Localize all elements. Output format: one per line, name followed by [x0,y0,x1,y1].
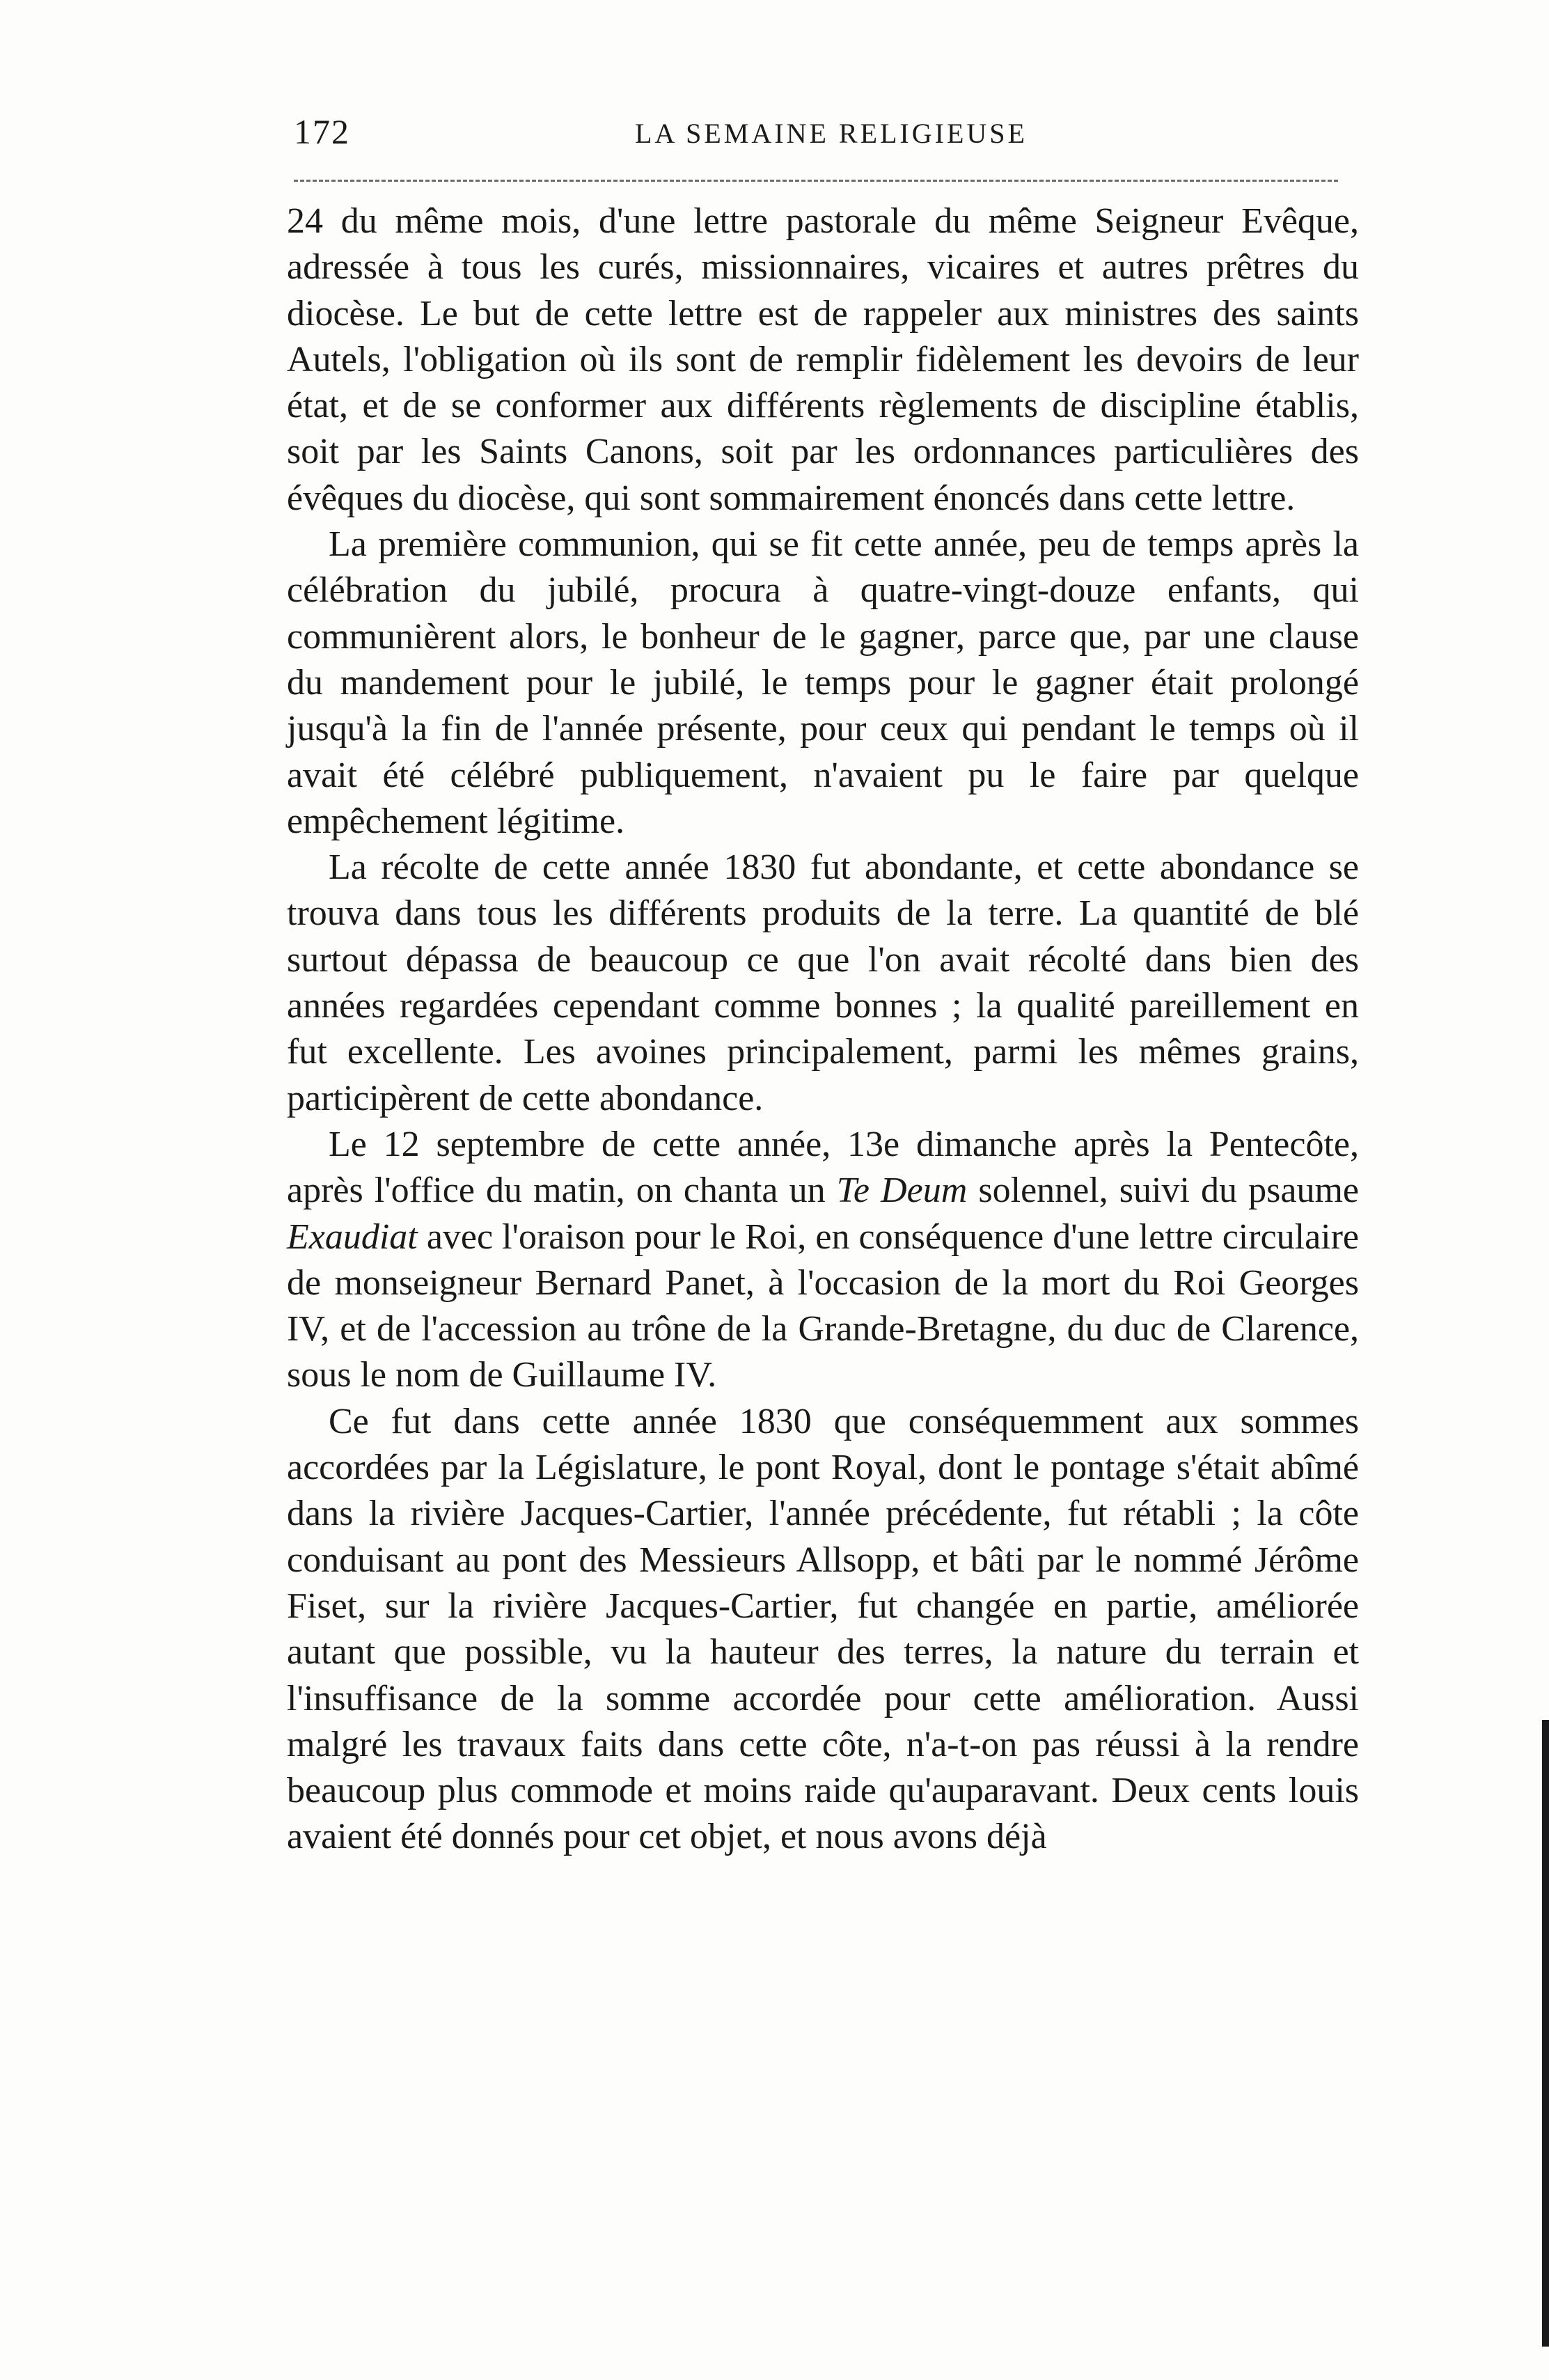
exaudiat-italic: Exaudiat [287,1216,418,1257]
paragraph-3: La récolte de cette année 1830 fut abondante, et cette abondance se trouva dans tous les différents produits de la terre. La quantité de blé surtout dépassa de beaucoup ce que l'on avait récolté dans bien des années regardées cependant comme bonnes ; la qualité pareillement en fut excellente. Les avoines principalement, parmi les mêmes grains, participèrent de cette abondance. [287,847,1359,1118]
header-rule [294,180,1338,182]
paragraph-4 [287,1122,1359,1399]
paragraph-5: Ce fut dans cette année 1830 que conséquemment aux sommes accordées par la Législature, le pont Royal, dont le pontage s'était abîmé dans la rivière Jacques-Cartier, l'année précédente, fut rétabli ; la côte conduisant au pont des Messieurs Allsopp, et bâti par le nommé Jérôme Fiset, sur la rivière Jacques-Cartier, fut changée en partie, améliorée autant que possible, vu la hauteur des terres, la nature du terrain et l'insuffisance de la somme accordée pour cette amélioration. Aussi malgré les travaux faits dans cette côte, n'a-t-on pas réussi à la rendre beaucoup plus commode et moins raide qu'auparavant. Deux cents louis avaient été donnés pour cet objet, et nous avons déjà [287,1401,1359,1857]
paragraph-4-part-2: solennel, suivi du psaume [967,1171,1359,1211]
te-deum-italic: Te Deum [836,1171,968,1211]
paragraph-4-part-1: Le 12 septembre de cette année, 13e dimanche après la Pentecôte, après l'office du matin, on chanta un [287,1124,1359,1211]
running-head [294,111,1338,160]
page-number: 172 [294,112,350,151]
paragraph-4-part-3: avec l'oraison pour le Roi, en conséquence d'une lettre circulaire de monseigneur Bernard Panet, à l'occasion de la mort du Roi Georges IV, et de l'accession au trône de la Grande-Bretagne, du duc de Clarence, sous le nom de Guillaume IV. [287,1216,1359,1395]
binding-edge-shadow [1542,1720,1549,2347]
paragraph-2: La première communion, qui se fit cette année, peu de temps après la célébration du jubilé, procura à quatre-vingt-douze enfants, qui communièrent alors, le bonheur de le gagner, parce que, par une clause du mandement pour le jubilé, le temps pour le gagner était prolongé jusqu'à la fin de l'année présente, pour ceux qui pendant le temps où il avait été célébré publiquement, n'avaient pu le faire par quelque empêchement légitime. [287,524,1359,841]
running-title: LA SEMAINE RELIGIEUSE [635,118,1028,149]
paragraph-1: 24 du même mois, d'une lettre pastorale du même Seigneur Evêque, adressée à tous les curés, missionnaires, vicaires et autres prêtres du diocèse. Le but de cette lettre est de rappeler aux ministres des saints Autels, l'obligation où ils sont de remplir fidèlement les devoirs de leur état, et de se conformer aux différents règlements de discipline établis, soit par les Saints Canons, soit par les ordonnances particulières des évêques du diocèse, qui sont sommairement énoncés dans cette lettre. [287,201,1359,518]
body-text [287,198,1359,1861]
